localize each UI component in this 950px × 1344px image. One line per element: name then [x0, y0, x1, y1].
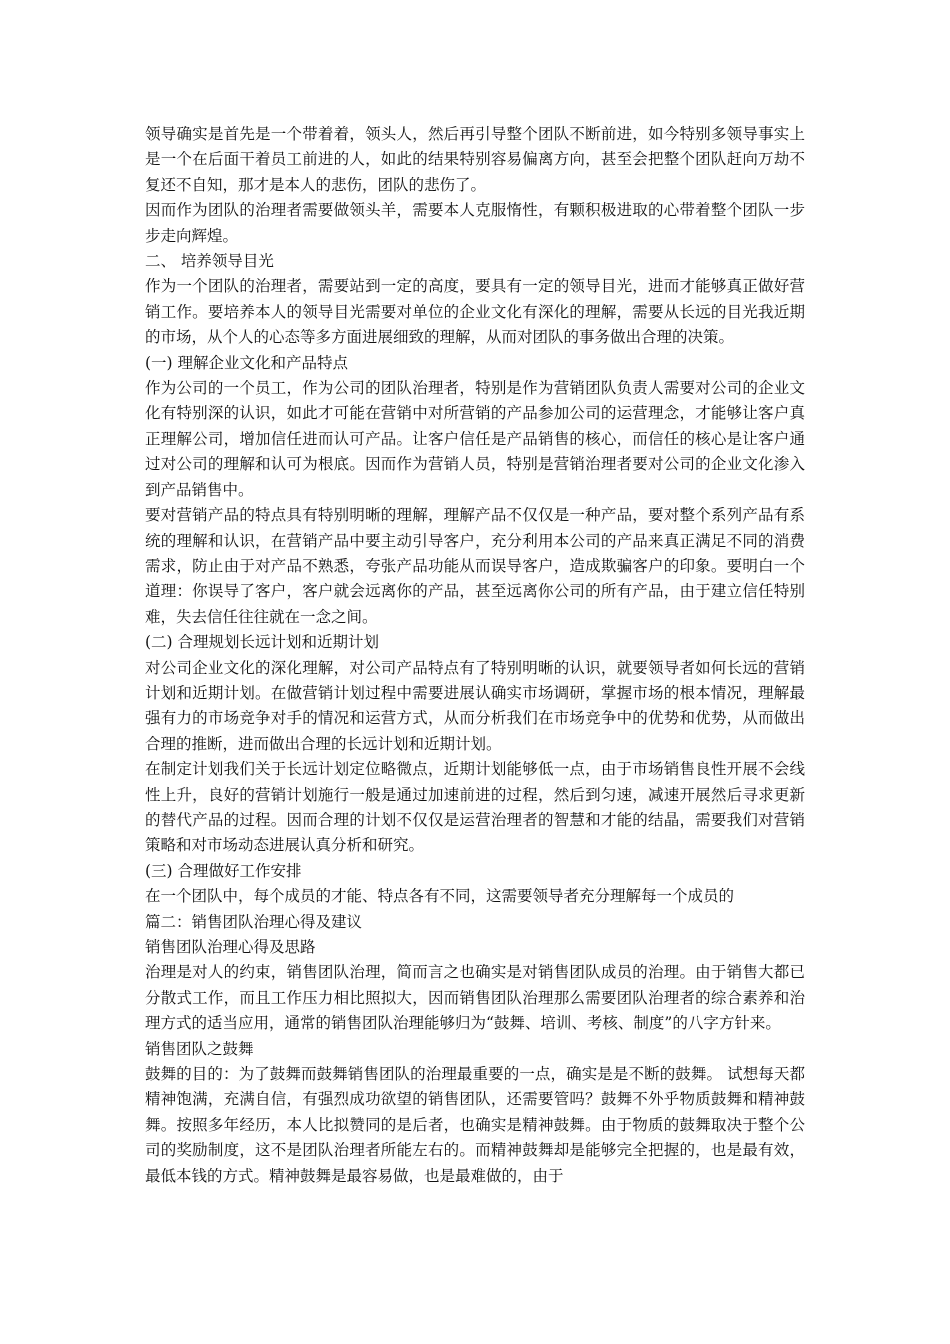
heading-sales-team-ideas: 销售团队治理心得及思路 [145, 938, 316, 956]
paragraph-team-members: 在一个团队中，每个成员的才能、特点各有不同，这需要领导者充分理解每一个成员的 [145, 887, 735, 906]
heading-section-two: 二、 培养领导目光 [145, 252, 274, 271]
paragraph-product-features: 要对营销产品的特点具有特别明晰的理解，理解产品不仅仅是一种产品，要对整个系列产品有系统的理解和认识，在营销产品中要主动引导客户，充分利用本公司的产品来真正满足不同的消费需求，防止由于对产品不熟悉，夸张产品功能从而误导客户，造成欺骗客户的印象。要明白一个道理：你误导了客户，客户就会远离你的产品，甚至远离你公司的所有产品，由于建立信任特别难，失去信任往往就在一念之间。 [145, 506, 805, 626]
paragraph-bellwether: 因而作为团队的治理者需要做领头羊，需要本人克服惰性，有颗积极进取的心带着整个团队一步步走向辉煌。 [145, 201, 805, 245]
paragraph-corporate-culture: 作为公司的一个员工，作为公司的团队治理者，特别是作为营销团队负责人需要对公司的企业文化有特别深的认识，如此才可能在营销中对所营销的产品参加公司的运营理念，才能够让客户真正理解公司，增加信任进而认可产品。让客户信任是产品销售的核心，而信任的核心是让客户通过对公司的理解和认可为根底。因而作为营销人员，特别是营销治理者要对公司的企业文化渗入到产品销售中。 [145, 379, 805, 499]
paragraph-motivation-purpose: 鼓舞的目的：为了鼓舞而鼓舞销售团队的治理最重要的一点，确实是是不断的鼓舞。 试想每天都精神饱满，充满自信，有强烈成功欲望的销售团队，还需要管吗？鼓舞不外乎物质鼓舞和精神鼓舞。按照多年经历，本人比拟赞同的是后者，也确实是精神鼓舞。由于物质的鼓舞取决于整个公司的奖励制度，这不是团队治理者所能左右的。而精神鼓舞却是能够完全把握的，也是最有效，最低本钱的方式。精神鼓舞是最容易做，也是最难做的，由于 [145, 1065, 805, 1185]
heading-subsection-one: (一) 理解企业文化和产品特点 [145, 353, 349, 372]
paragraph-sales-management: 治理是对人的约束，销售团队治理，简而言之也确实是对销售团队成员的治理。由于销售大都已分散式工作，而且工作压力相比照拟大，因而销售团队治理那么需要团队治理者的综合素养和治理方式的适当应用，通常的销售团队治理能够归为“鼓舞、培训、考核、制度”的八字方针来。 [145, 963, 805, 1033]
heading-subsection-three: (三) 合理做好工作安排 [145, 861, 302, 880]
document-body [145, 122, 805, 1189]
paragraph-marketing-plan: 对公司企业文化的深化理解，对公司产品特点有了特别明晰的认识，就要领导者如何长远的营销计划和近期计划。在做营销计划过程中需要进展认确实市场调研，掌握市场的根本情况，理解最强有力的市场竞争对手的情况和运营方式，从而分析我们在市场竞争中的优势和优势，从而做出合理的推断，进而做出合理的长远计划和近期计划。 [145, 658, 805, 753]
heading-sales-motivation: 销售团队之鼓舞 [145, 1039, 254, 1058]
paragraph-plan-positioning: 在制定计划我们关于长远计划定位略微点，近期计划能够低一点，由于市场销售良性开展不会线性上升，良好的营销计划施行一般是通过加速前进的过程，然后到匀速，减速开展然后寻求更新的替代产品的过程。因而合理的计划不仅仅是运营治理者的智慧和才能的结晶，需要我们对营销策略和对市场动态进展认真分析和研究。 [145, 760, 805, 855]
paragraph-leadership-vision: 作为一个团队的治理者，需要站到一定的高度，要具有一定的领导目光，进而才能够真正做好营销工作。要培养本人的领导目光需要对单位的企业文化有深化的理解，需要从长远的目光我近期的市场，从个人的心态等多方面进展细致的理解，从而对团队的事务做出合理的决策。 [145, 277, 805, 347]
paragraph-leadership-intro: 领导确实是首先是一个带着着，领头人，然后再引导整个团队不断前进，如今特别多领导事实上是一个在后面干着员工前进的人，如此的结果特别容易偏离方向，甚至会把整个团队赶向万劫不复还不自知，那才是本人的悲伤，团队的悲伤了。 [145, 125, 805, 194]
heading-subsection-two: (二) 合理规划长远计划和近期计划 [145, 633, 380, 652]
heading-part-two: 篇二：销售团队治理心得及建议 [145, 912, 363, 931]
